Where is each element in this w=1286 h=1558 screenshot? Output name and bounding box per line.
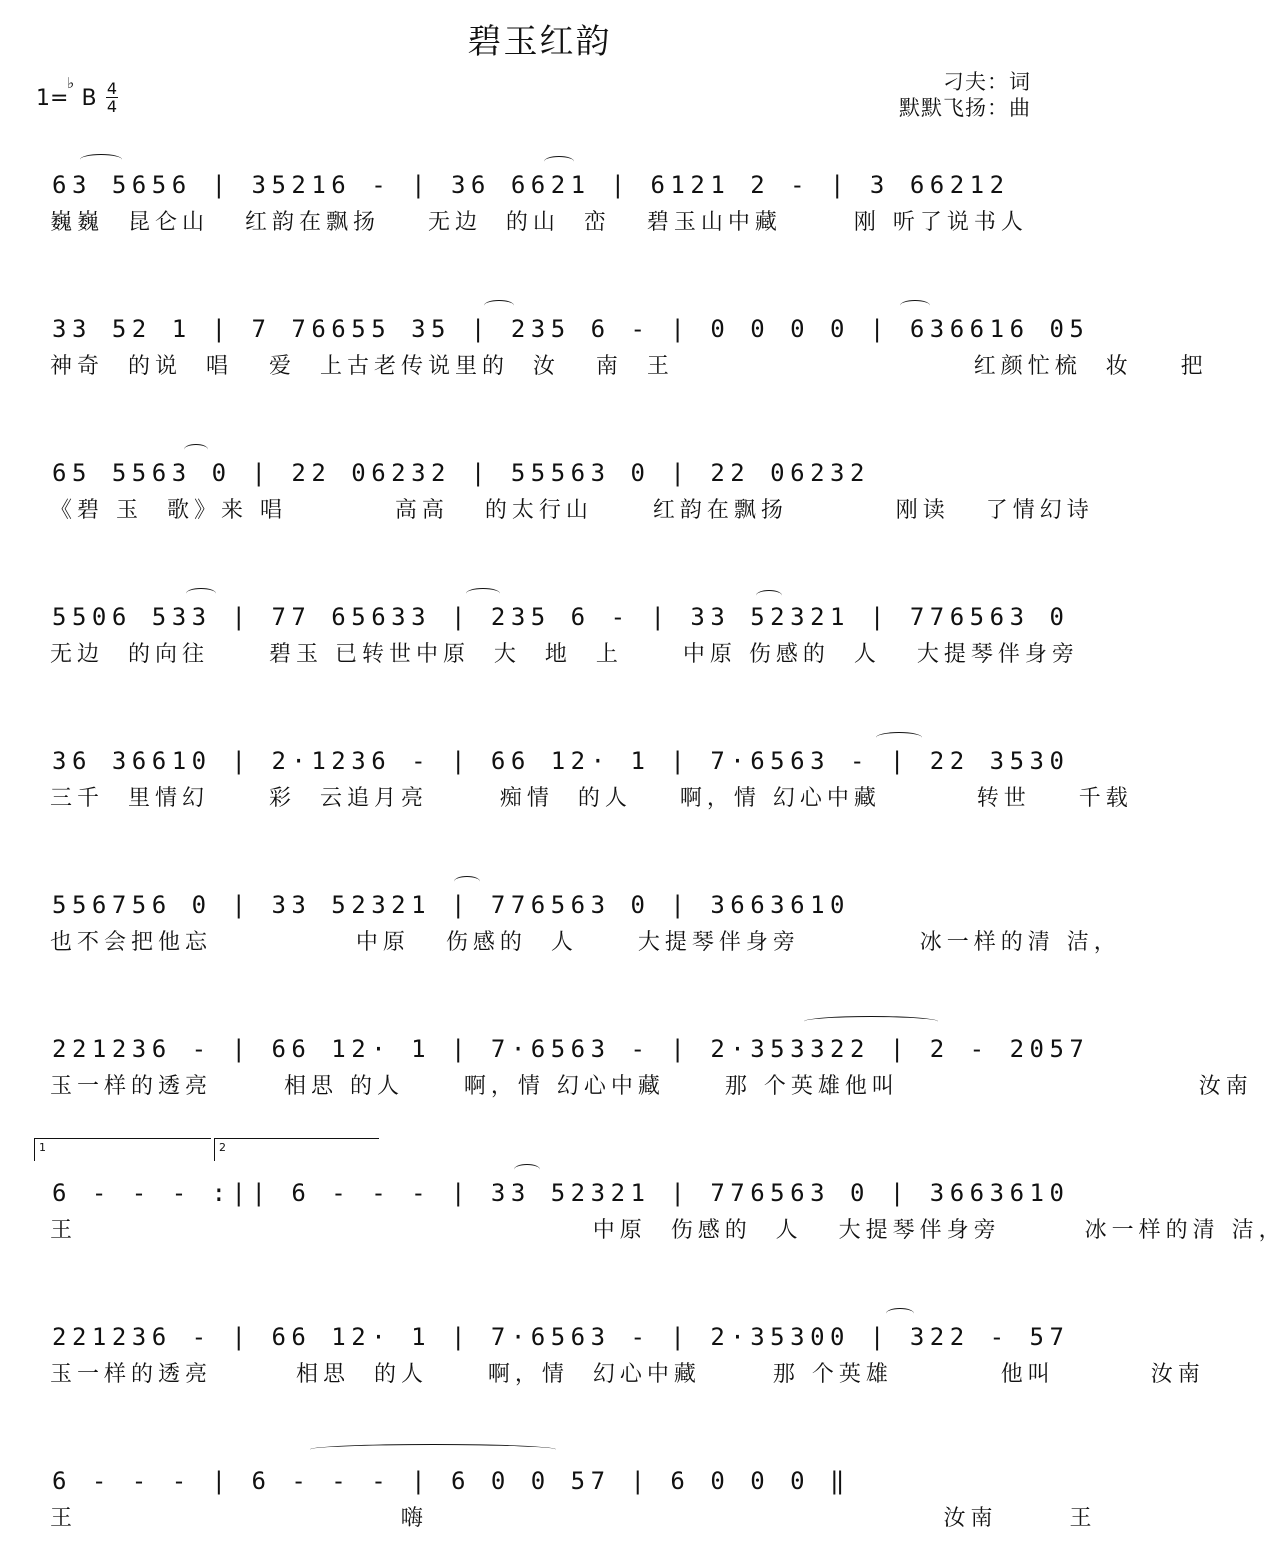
score-line-1 <box>46 152 1036 262</box>
lyrics: 巍巍 昆仑山 红韵在飘扬 无边 的山 峦 碧玉山中藏 刚 听了说书人 <box>50 210 1028 235</box>
lyricist-credit: 刁夫：词 <box>943 70 1031 94</box>
lyrics: 也不会把他忘 中原 伤感的 人 大提琴伴身旁 冰一样的清 洁， <box>50 930 1121 955</box>
lyrics: 王 嗨 汝南 王 <box>50 1506 1097 1531</box>
notation: 6 - - - :|| 6 - - - | 33 52321 | 776563 0 | 3663610 <box>52 1179 1070 1207</box>
composer-credit: 默默飞扬：曲 <box>899 96 1031 120</box>
slur-mark <box>454 876 480 887</box>
slur-mark <box>756 590 782 601</box>
notation: 556756 0 | 33 52321 | 776563 0 | 3663610 <box>52 891 850 919</box>
slur-mark <box>900 300 930 311</box>
song-title: 碧玉红韵 <box>467 22 612 62</box>
volta-number: 2 <box>219 1141 226 1154</box>
lyrics: 三千 里情幻 彩 云追月亮 痴情 的人 啊，情 幻心中藏 转世 千载 <box>50 786 1133 811</box>
slur-mark <box>310 1444 556 1455</box>
key-signature <box>36 74 97 111</box>
notation: 5506 533 | 77 65633 | 235 6 - | 33 52321 | 776563 0 <box>52 603 1070 631</box>
slur-mark <box>484 300 514 311</box>
notation: 6 - - - | 6 - - - | 6 0 0 57 | 6 0 0 0 ‖ <box>52 1467 850 1495</box>
slur-mark <box>804 1016 938 1027</box>
score-line-4 <box>46 584 1079 694</box>
lyrics: 神奇 的说 唱 爱 上古老传说里的 汝 南 王 红颜忙梳 妆 把 <box>50 354 1208 379</box>
score-line-6 <box>46 872 1121 982</box>
key-note: B <box>81 86 97 111</box>
first-ending-bracket <box>34 1138 211 1161</box>
score-line-9 <box>46 1304 1205 1414</box>
score-line-8 <box>46 1160 1286 1270</box>
score-line-5 <box>46 728 1133 838</box>
slur-mark <box>514 1164 540 1175</box>
lyrics: 玉一样的透亮 相思 的人 啊，情 幻心中藏 那 个英雄 他叫 汝南 <box>50 1362 1205 1387</box>
notation: 65 5563 0 | 22 06232 | 55563 0 | 22 06232 <box>52 459 870 487</box>
time-signature <box>104 80 120 115</box>
lyrics: 无边 的向往 碧玉 已转世中原 大 地 上 中原 伤感的 人 大提琴伴身旁 <box>50 642 1079 667</box>
score-line-2 <box>46 296 1208 406</box>
volta-number: 1 <box>39 1141 46 1154</box>
time-numerator: 4 <box>106 79 118 98</box>
time-denominator: 4 <box>106 97 118 116</box>
slur-mark <box>80 154 122 165</box>
slur-mark <box>544 156 574 167</box>
slur-mark <box>184 444 208 455</box>
lyrics: 王 中原 伤感的 人 大提琴伴身旁 冰一样的清 洁， <box>50 1218 1286 1243</box>
lyrics: 《碧 玉 歌》来 唱 高高 的太行山 红韵在飘扬 刚读 了情幻诗 <box>50 498 1094 523</box>
lyrics: 玉一样的透亮 相思 的人 啊，情 幻心中藏 那 个英雄他叫 汝南 <box>50 1074 1253 1099</box>
notation: 63 5656 | 35216 - | 36 6621 | 6121 2 - | 3 66212 <box>52 171 1010 199</box>
slur-mark <box>186 588 216 599</box>
notation: 36 36610 | 2·1236 - | 66 12· 1 | 7·6563 - | 22 3530 <box>52 747 1070 775</box>
flat-sign: ♭ <box>67 74 75 92</box>
score-line-3 <box>46 440 1094 550</box>
score-line-7 <box>46 1016 1253 1126</box>
notation: 221236 - | 66 12· 1 | 7·6563 - | 2·353322 | 2 - 2057 <box>52 1035 1090 1063</box>
key-prefix: 1= <box>36 86 69 111</box>
slur-mark <box>886 1308 914 1319</box>
notation: 221236 - | 66 12· 1 | 7·6563 - | 2·35300 | 322 - 57 <box>52 1323 1070 1351</box>
second-ending-bracket <box>214 1138 379 1161</box>
score-line-10 <box>46 1448 1097 1558</box>
notation: 33 52 1 | 7 76655 35 | 235 6 - | 0 0 0 0 | 636616 05 <box>52 315 1090 343</box>
slur-mark <box>876 732 922 743</box>
slur-mark <box>466 588 500 599</box>
